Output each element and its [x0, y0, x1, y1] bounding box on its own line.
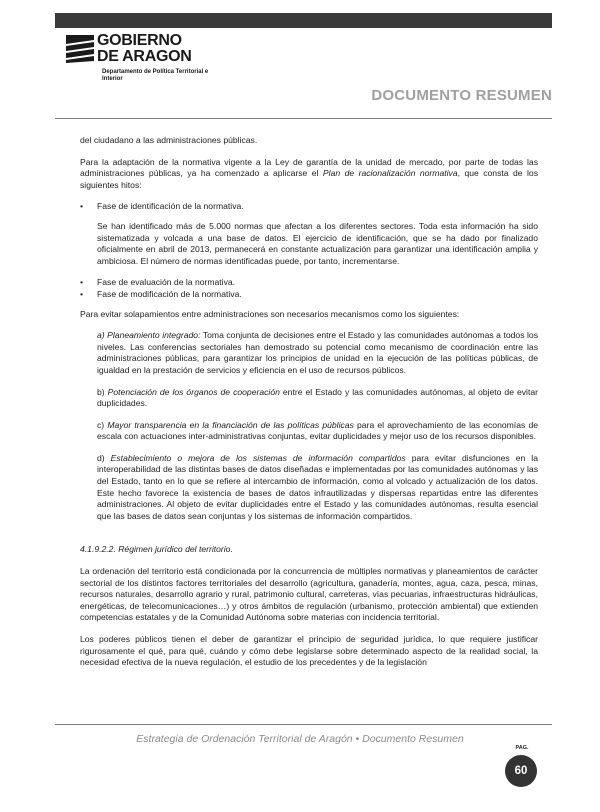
footer-divider: [55, 724, 552, 725]
header-bar: [55, 13, 552, 28]
list-item: • Fase de identificación de la normativa.: [80, 201, 244, 212]
logo-text-line2: DE ARAGON: [97, 48, 192, 65]
page-label: PAG.: [515, 745, 529, 751]
department-name: Departamento de Política Territorial e Interior: [102, 69, 209, 82]
page-number-badge: 60: [505, 755, 537, 787]
paragraph: Los poderes públicos tienen el deber de garantizar el principio de seguridad jurídica, lo que requiere justificar rigurosamente el qué, para qué, cuándo y cómo debe legislarse sobre determinado aspecto de la realidad social, la necesidad efectiva de la nueva regulación, el estudio de los precedentes y de la legislación: [80, 634, 538, 668]
header-divider: [55, 118, 552, 119]
aragon-emblem-icon: [66, 35, 94, 63]
list-item: • Fase de evaluación de la normativa.: [80, 277, 236, 288]
footer-title: Estrategia de Ordenación Territorial de Aragón • Documento Resumen: [136, 733, 464, 745]
paragraph: La ordenación del territorio está condicionada por la concurrencia de múltiples normativas y planeamientos de carácter sectorial de los distintos factores territoriales del desarrollo (agricultura, ganadería, montes, agua, caza, pesca, minas, recursos naturales, desarrollo agrario y rural, patrimonio cultural, carreteras, vías pecuarias, infraestructuras hidráulicas, energéticas, de telecomunicaciones…) y otros ámbitos de regulación (urbanismo, protección ambiental) que extienden competencias estatales y de la Comunidad Autónoma sobre materias con incidencia territorial.: [80, 566, 538, 623]
milestones-list-cont: [80, 277, 538, 300]
page-body: [80, 135, 538, 679]
paragraph: Para evitar solapamientos entre administraciones son necesarios mecanismos como los siguientes:: [80, 308, 460, 319]
logo-text-line1: GOBIERNO: [97, 32, 182, 49]
section-heading: 4.1.9.2.2. Régimen jurídico del territorio.: [80, 544, 233, 555]
list-item: • Fase de modificación de la normativa.: [80, 288, 242, 299]
list-item-detail: Se han identificado más de 5.000 normas que afectan a los diferentes sectores. Toda esta información ha sido sistematizada y volcada a una base de datos. El ejercicio de identificación, que se ha dado por finalizado oficialmente en abril de 2013, permanecerá en constante actualización para garantizar una identificación amplia y ambiciosa. El número de normas identificadas puede, por tanto, incrementarse.: [97, 220, 538, 266]
mechanism-d: d) Establecimiento o mejora de los sistemas de información compartidos para evitar disfunciones en la interoperabilidad de las distintas bases de datos diseñadas e implementadas por las comunidades autónomas y las del Estado, tanto en lo que se refiere al intercambio de información, como al volcado y actualización de los datos. Este hecho favorece la existencia de bases de datos infrautilizadas y dispersas repartidas entre las diferentes administraciones. Al objeto de evitar duplicidades entre el Estado y las comunidades autónomas, resulta esencial que las bases de datos sean conjuntas y los sistemas de información compartidos.: [97, 452, 538, 521]
document-title: DOCUMENTO RESUMEN: [371, 87, 552, 104]
mechanism-c: c) Mayor transparencia en la financiación de las políticas públicas para el aprovechamiento de las economías de escala con actuaciones inter-administrativas conjuntas, evitar duplicidades y mejor uso de los recursos disponibles.: [97, 419, 538, 442]
mechanism-a: a) Planeamiento integrado: Toma conjunta de decisiones entre el Estado y las comunidades autónomas a todos los niveles. Las conferencias sectoriales han demostrado su potencial como mecanismo de coordinación entre las administraciones públicas, para garantizar los principios de unidad en la ejecución de las políticas públicas, de igualdad en la prestación de servicios y eficiencia en el uso de recursos públicos.: [97, 330, 538, 375]
government-logo: [66, 32, 209, 93]
mechanism-b: b) Potenciación de los órganos de cooperación entre el Estado y las comunidades autónomas, al objeto de evitar duplicidades.: [97, 386, 538, 409]
milestones-list: [80, 201, 538, 213]
paragraph: del ciudadano a las administraciones públicas.: [80, 135, 258, 145]
paragraph: Para la adaptación de la normativa vigente a la Ley de garantía de la unidad de mercado, por parte de todas las administraciones públicas, ya ha comenzado a aplicarse el Plan de racionalización normativa, que consta de los siguientes hitos:: [80, 156, 538, 190]
